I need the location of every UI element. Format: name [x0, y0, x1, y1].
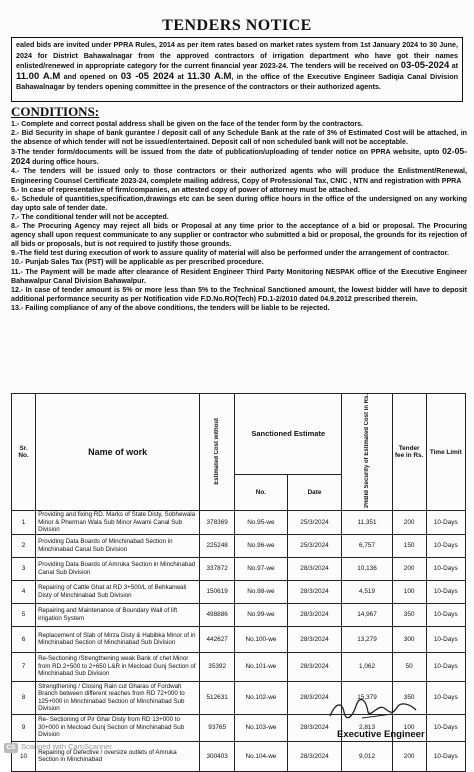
- header-time-limit: Time Limit: [426, 394, 465, 511]
- row-bid-security: 11,351: [342, 511, 392, 534]
- row-tender-fee: 50: [392, 652, 426, 681]
- header-tender-fee: Tender fee in Rs.: [392, 394, 426, 511]
- camscanner-logo: CS: [4, 743, 18, 753]
- condition-3-date: 02-05-2024: [11, 146, 467, 167]
- row-estimated-cost: 225248: [200, 534, 235, 557]
- row-sanction-date: 25/3/2024: [287, 534, 342, 557]
- row-sr: 5: [12, 603, 36, 626]
- row-bid-security: 6,757: [342, 534, 392, 557]
- row-estimated-cost: 300403: [200, 741, 235, 771]
- row-bid-security: 1,062: [342, 652, 392, 681]
- condition-2: 2.- Bid Security in shape of bank gurantee / deposit call of any Schedule Bank at the rate of 3% of Estimated Cost will be attached, in the absence of which tender will not be issued/entertained. Deposit call of non scheduled bank will not be acceptable.: [11, 129, 467, 147]
- row-sr: 1: [12, 511, 36, 534]
- condition-7: 7.- The conditional tender will not be accepted.: [11, 212, 169, 221]
- intro-at-2: at: [174, 71, 188, 81]
- conditions-heading: CONDITIONS:: [11, 104, 100, 119]
- row-estimated-cost: 512631: [200, 681, 235, 714]
- row-time-limit: 10-Days: [426, 534, 465, 557]
- row-tender-fee: 150: [392, 534, 426, 557]
- row-estimated-cost: 150619: [200, 580, 235, 603]
- row-sanction-no: No.98-we: [235, 580, 288, 603]
- row-time-limit: 10-Days: [426, 603, 465, 626]
- intro-box: [11, 37, 463, 102]
- row-sr: 10: [12, 741, 36, 771]
- row-tender-fee: 350: [392, 603, 426, 626]
- table-row: [12, 626, 466, 652]
- row-sanction-no: No.101-we: [235, 652, 288, 681]
- table-row: [12, 603, 466, 626]
- row-sanction-date: 28/3/2024: [287, 652, 342, 681]
- row-name-of-work: Replacement of Slab of Mirza Disty & Habibka Minor of in Minchinabad Section of Minchinabad Sub Division: [36, 626, 200, 652]
- row-name-of-work: Repairing of Cattle Ghat at RD 3+500/L of Behkanwali Disty of Minchinabad Sub Division: [36, 580, 200, 603]
- header-name-of-work: Name of work: [36, 394, 200, 511]
- table-row: [12, 534, 466, 557]
- row-time-limit: 10-Days: [426, 681, 465, 714]
- row-sr: 9: [12, 714, 36, 741]
- condition-11: 11.- The Payment will be made after clearance of Resident Engineer Third Party Monitoring NESPAK office of the Executive Engineer Bahawalpur Canal Division Bahawalpur.: [11, 267, 467, 285]
- row-sanction-no: No.103-we: [235, 714, 288, 741]
- row-sanction-no: No.99-we: [235, 603, 288, 626]
- row-tender-fee: 200: [392, 511, 426, 534]
- row-estimated-cost: 337872: [200, 557, 235, 580]
- row-name-of-work: Re- Sectioning of Pir Ghar Disty from RD 13+000 to 30+000 in Mecload Gunj Section of Minchinabad Sub Division: [36, 714, 200, 741]
- row-sanction-no: No.104-we: [235, 741, 288, 771]
- row-sr: 7: [12, 652, 36, 681]
- receive-date: 03-05-2024: [400, 60, 450, 72]
- row-time-limit: 10-Days: [426, 652, 465, 681]
- row-estimated-cost: 498886: [200, 603, 235, 626]
- row-sr: 2: [12, 534, 36, 557]
- row-bid-security: 14,967: [342, 603, 392, 626]
- row-sanction-no: No.97-we: [235, 557, 288, 580]
- signature: [322, 698, 422, 722]
- row-bid-security: 9,012: [342, 741, 392, 771]
- row-sanction-no: No.102-we: [235, 681, 288, 714]
- row-sr: 8: [12, 681, 36, 714]
- table-row: [12, 511, 466, 534]
- row-tender-fee: 200: [392, 557, 426, 580]
- row-sr: 6: [12, 626, 36, 652]
- table-row: [12, 557, 466, 580]
- scanner-watermark: [4, 742, 112, 753]
- condition-5: 5.- In case of representative of firm/companies, an attested copy of power of attorney must be attached.: [11, 185, 360, 194]
- row-estimated-cost: 378369: [200, 511, 235, 534]
- row-sanction-no: No.96-we: [235, 534, 288, 557]
- row-sanction-date: 25/3/2024: [287, 511, 342, 534]
- row-tender-fee: 200: [392, 741, 426, 771]
- receive-time: 11.00 A.M: [16, 70, 61, 82]
- row-estimated-cost: 93765: [200, 714, 235, 741]
- row-sanction-date: 28/3/2024: [287, 603, 342, 626]
- row-sanction-date: 28/3/2024: [287, 741, 342, 771]
- header-sr: Sr. No.: [12, 394, 36, 511]
- row-time-limit: 10-Days: [426, 741, 465, 771]
- header-bid-security-label: 3%Bid Security of Estimated Cost in Rs.: [364, 394, 370, 509]
- row-bid-security: 10,136: [342, 557, 392, 580]
- header-sanctioned-estimate: Sanctioned Estimate: [235, 394, 342, 475]
- row-sanction-no: No.100-we: [235, 626, 288, 652]
- executive-engineer-label: Executive Engineer: [337, 729, 425, 740]
- row-bid-security: 4,519: [342, 580, 392, 603]
- condition-1: 1.- Complete and correct postal address shall be given on the face of the tender form by the contractors.: [11, 120, 364, 128]
- row-time-limit: 10-Days: [426, 580, 465, 603]
- condition-8: 8.- The Procuring Agency may reject all bids or Proposal at any time prior to the acceptance of a bid or proposal. The Procuring agency shall upon request communicate to any supplier or contractor who submitted a bid or proposal, the grounds for its rejection of all bids or proposals, but is not required to justify those grounds.: [11, 222, 467, 249]
- row-time-limit: 10-Days: [426, 626, 465, 652]
- open-time: 11.30 A.M: [187, 70, 232, 82]
- row-name-of-work: Re-Sectioning /Strengthening weak Bank of chet Minor from RD.2+500 to 2+650 L&R in Mecload Gunj Section of Minchinabad Sub Division: [36, 652, 200, 681]
- intro-at-1: at: [449, 61, 459, 71]
- row-sr: 3: [12, 557, 36, 580]
- row-tender-fee: 100: [392, 714, 426, 741]
- row-bid-security: 13,279: [342, 626, 392, 652]
- row-sanction-date: 28/3/2024: [287, 714, 342, 741]
- row-sanction-date: 28/3/2024: [287, 557, 342, 580]
- row-tender-fee: 300: [392, 626, 426, 652]
- table-row: [12, 652, 466, 681]
- table-row: [12, 580, 466, 603]
- header-date: Date: [287, 474, 342, 511]
- condition-9: 9.-The field test during execution of work to assure quality of material will also be performed under the arrangement of contractor.: [11, 249, 449, 258]
- intro-text-pre: ealed bids are invited under PPRA Rules, 2014 as per item rates based on market rates system from 1st January 2024 to 30 June, 2024 for District Bahawalnagar from the approved contractors of irrigation department who have got their names enlisted/renewed in appropriate category for the current financial year 2023-24. The tenders will be received on: [16, 40, 458, 71]
- row-name-of-work: Providing Data Boards of Amruka Section in Minchinabad Canal Sub Division: [36, 557, 200, 580]
- row-time-limit: 10-Days: [426, 557, 465, 580]
- row-sanction-date: 28/3/2024: [287, 681, 342, 714]
- condition-4: 4.- The tenders will be issued only to those contractors or their authorized agents who will produce the Enlistment/Renewal, Engineering Counsel Certificate 2023-24, complete mailing address, Copy of Professional Tax, CNIC , NTN and registration with PPRA: [11, 167, 467, 185]
- row-bid-security: 15,379: [342, 681, 392, 714]
- condition-13: 13.- Failing compliance of any of the above conditions, the tenders will be liable to be rejected.: [11, 303, 330, 312]
- condition-3: [11, 147, 467, 167]
- header-no: No.: [235, 474, 288, 511]
- row-sanction-date: 28/3/2024: [287, 580, 342, 603]
- open-date: 03 -05 2024: [120, 70, 175, 82]
- scanner-text: Scanned with CamScanner: [21, 742, 112, 751]
- row-name-of-work: Providing Data Boards of Minchinabad Section in Minchinabad Canal Sub Division: [36, 534, 200, 557]
- condition-10: 10.- Punjab Sales Tax (PST) will be applicable as per prescribed procedure.: [11, 258, 264, 267]
- row-bid-security: 2,813: [342, 714, 392, 741]
- row-name-of-work: Strengthening / Closing Rain cut Gharas of Fordwah Branch between different reaches from RD 72+000 to 125+000 in Minchinabad Section of Minchinabad Sub Division: [36, 681, 200, 714]
- row-tender-fee: 350: [392, 681, 426, 714]
- row-estimated-cost: 35392: [200, 652, 235, 681]
- row-time-limit: 10-Days: [426, 714, 465, 741]
- row-name-of-work: Repairing and Maintenance of Boundary Wall of lift irrigation System: [36, 603, 200, 626]
- row-time-limit: 10-Days: [426, 511, 465, 534]
- condition-3-tail: during office hours.: [30, 158, 99, 167]
- intro-text-post: , in the office of the Executive Engineer Sadiqia Canal Division Bahawalnagar by tenders opening committee in the presence of the contractors or their authorized agents.: [16, 71, 458, 92]
- row-tender-fee: 100: [392, 580, 426, 603]
- conditions-list: [11, 120, 467, 313]
- condition-3-text: 3-The tender form/documents will be issued from the date of publication/uploading of tender notice on PPRA website, upto: [11, 148, 443, 157]
- row-name-of-work: Providing and fixing RD. Marks of State Disty, Sobhewala Minor & Pherman Wala Sub Minor Awami Canal Sub Division: [36, 511, 200, 534]
- row-name-of-work: Repairing of Defective / oversize outlets of Amruka Section in Minchinabad: [36, 741, 200, 771]
- header-estimated-cost-label: Estimated Cost without: [214, 417, 221, 485]
- condition-6: 6.- Schedule of quantities,specification,drawings etc can be seen during office hours in the office of the undersigned on any working day upto sale of tender date.: [11, 194, 467, 212]
- row-sanction-no: No.95-we: [235, 511, 288, 534]
- row-sanction-date: 28/3/2024: [287, 626, 342, 652]
- header-bid-security: [342, 394, 392, 511]
- condition-12: 12.- In case of tender amount is 5% or more less than 5% to the Technical Sanctioned amount, the lowest bidder will have to deposit additional performance security as per Notification vide F.D.No.RO(Tech) FD.1-2/2010 dated 04.9.2012 prescribed therein.: [11, 285, 467, 303]
- notice-title: TENDERS NOTICE: [162, 17, 312, 34]
- header-estimated-cost: [200, 394, 235, 511]
- intro-opened-on: and opened on: [60, 71, 121, 81]
- row-estimated-cost: 442627: [200, 626, 235, 652]
- row-sr: 4: [12, 580, 36, 603]
